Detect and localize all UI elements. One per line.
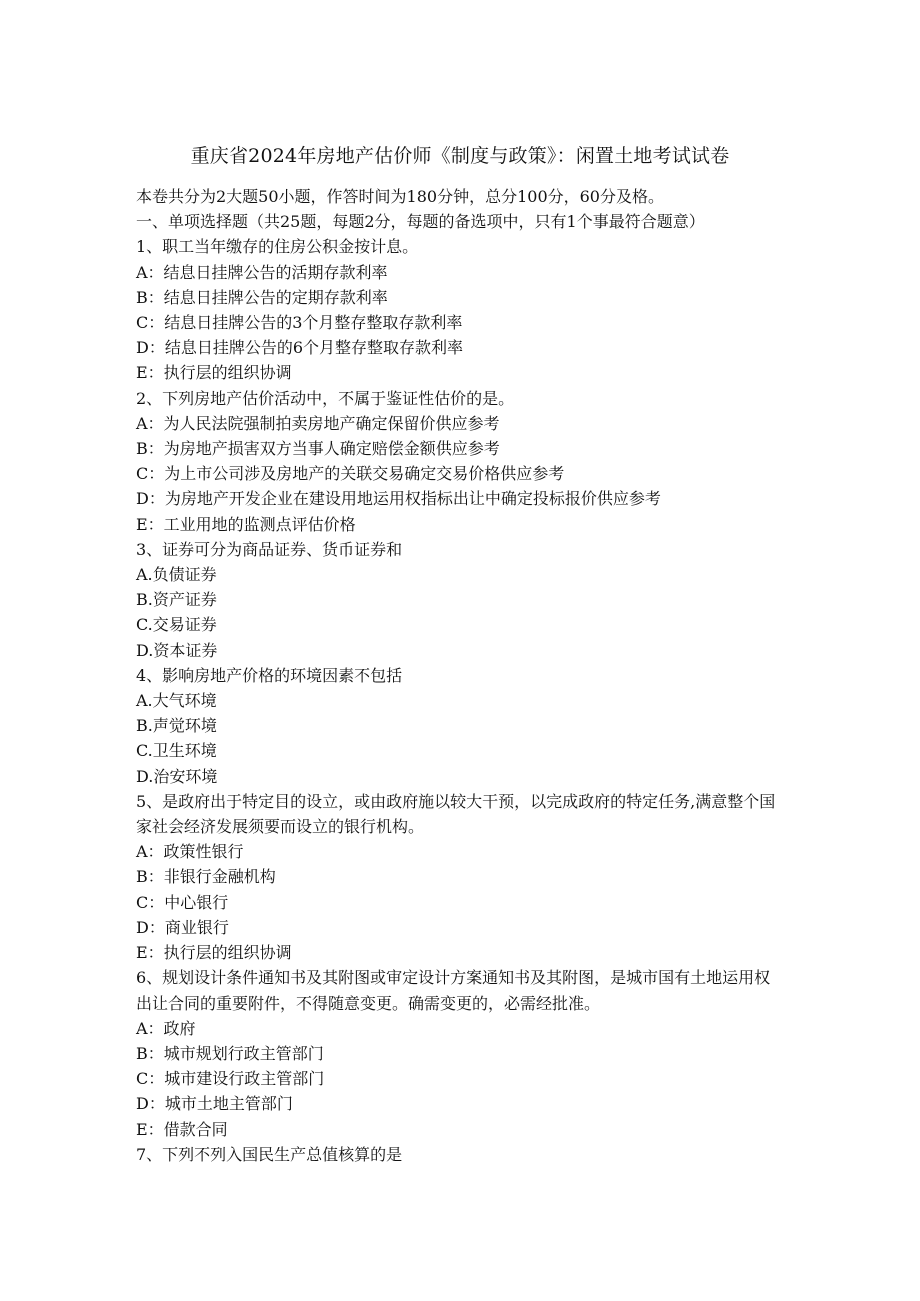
question-stem: 2、下列房地产估价活动中，不属于鉴证性估价的是。 [136,388,515,408]
document-body [136,184,786,1167]
answer-option: B：结息日挂牌公告的定期存款利率 [136,287,388,307]
answer-option: E：执行层的组织协调 [136,943,292,963]
answer-option: B：城市规划行政主管部门 [136,1043,324,1063]
answer-option: D：城市土地主管部门 [136,1094,293,1114]
answer-option: C.卫生环境 [136,741,217,761]
answer-option: C.交易证券 [136,615,217,635]
answer-option: D：结息日挂牌公告的6个月整存整取存款利率 [136,338,464,358]
answer-option: E：执行层的组织协调 [136,363,292,383]
answer-option: D.治安环境 [136,766,218,786]
answer-option: E：借款合同 [136,1119,228,1139]
question-stem: 1、职工当年缴存的住房公积金按计息。 [136,237,419,257]
answer-option: B.声觉环境 [136,716,217,736]
question-block [136,663,786,789]
answer-option: B.资产证券 [136,590,217,610]
answer-option: A.负债证券 [136,565,217,585]
answer-option: B：为房地产损害双方当事人确定赔偿金额供应参考 [136,439,500,459]
answer-option: A.大气环境 [136,691,217,711]
exam-intro: 本卷共分为2大题50小题，作答时间为180分钟，总分100分，60分及格。 [136,187,664,206]
question-block [136,537,786,663]
answer-option: A：政府 [136,1018,196,1038]
question-block [136,965,786,1141]
answer-option: B：非银行金融机构 [136,867,276,887]
answer-option: C：结息日挂牌公告的3个月整存整取存款利率 [136,313,463,333]
question-stem: 4、影响房地产价格的环境因素不包括 [136,665,403,685]
question-block [136,789,786,965]
answer-option: A：为人民法院强制拍卖房地产确定保留价供应参考 [136,413,500,433]
answer-option: D.资本证券 [136,640,218,660]
question-stem: 6、规划设计条件通知书及其附图或审定设计方案通知书及其附图，是城市国有土地运用权出让合同的重要附件，不得随意变更。确需变更的，必需经批准。 [136,968,771,1013]
answer-option: A：结息日挂牌公告的活期存款利率 [136,262,388,282]
answer-option: E：工业用地的监测点评估价格 [136,514,356,534]
question-stem: 7、下列不列入国民生产总值核算的是 [136,1144,403,1164]
question-stem: 5、是政府出于特定目的设立，或由政府施以较大干预，以完成政府的特定任务,满意整个国家社会经济发展须要而设立的银行机构。 [136,791,776,837]
question-block [136,234,786,385]
document-title: 重庆省2024年房地产估价师《制度与政策》：闲置土地考试试卷 [190,145,730,167]
answer-option: D：为房地产开发企业在建设用地运用权指标出让中确定投标报价供应参考 [136,489,661,509]
question-block [136,1142,786,1167]
answer-option: C：为上市公司涉及房地产的关联交易确定交易价格供应参考 [136,464,565,484]
answer-option: C：城市建设行政主管部门 [136,1069,325,1089]
section-heading: 一、单项选择题（共25题，每题2分，每题的备选项中，只有1个事最符合题意） [136,212,705,232]
answer-option: A：政策性银行 [136,842,244,862]
question-list [136,234,786,1167]
answer-option: C：中心银行 [136,892,229,912]
question-stem: 3、证券可分为商品证券、货币证券和 [136,539,403,559]
question-block [136,386,786,537]
answer-option: D：商业银行 [136,917,229,937]
